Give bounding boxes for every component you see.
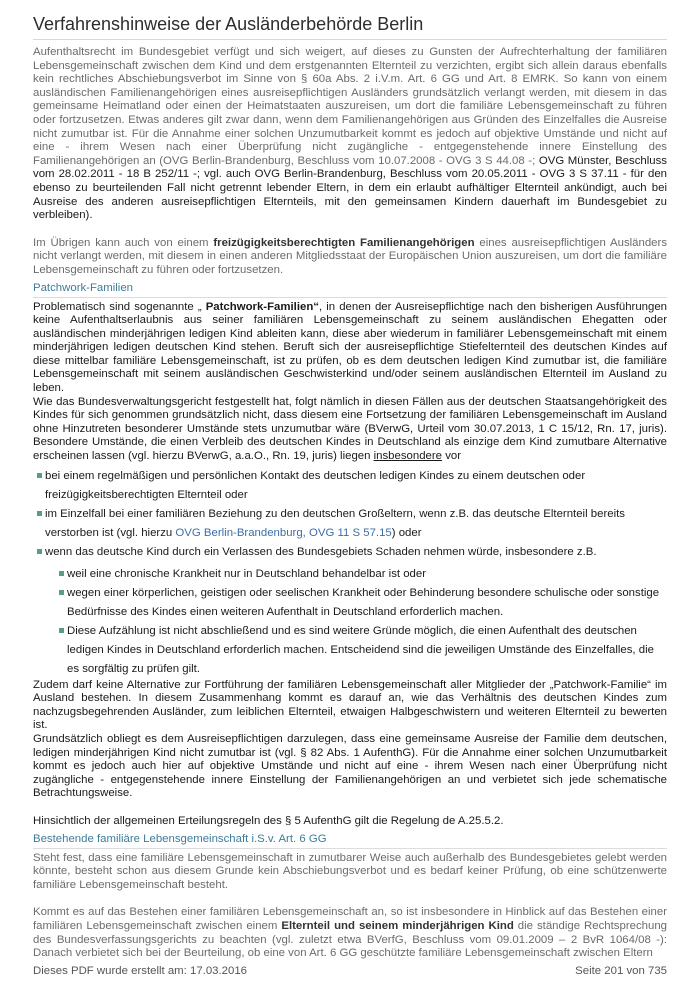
bullet-icon — [59, 571, 64, 576]
paragraph-8: Steht fest, dass eine familiäre Lebensgemeinschaft in zumutbarer Weise auch außerhalb des Bundesgebietes gelebt werden könnte, besteht schon aus diesem Grunde kein Abschiebungsverbot und es bedarf keiner Prüfung, ob eine schützenwerte familiäre Lebensgemeinschaft besteht. — [33, 851, 667, 891]
list-item-text-end: ) oder — [391, 526, 422, 539]
list-item-text: wegen einer körperlichen, geistigen oder seelischen Krankheit oder Behinderung besondere schulische oder sonstige Bedürfnisse des Kindes einen weiteren Aufenthalt in Deutschland erforderlich machen. — [67, 586, 660, 618]
paragraph-7: Hinsichtlich der allgemeinen Erteilungsregeln des § 5 AufenthG gilt die Regelung de A.25.5.2. — [33, 814, 504, 827]
bullet-icon — [59, 590, 64, 595]
paragraph-2 — [33, 237, 667, 278]
list-item — [33, 584, 667, 622]
list-item — [33, 467, 667, 505]
paragraph-9-text: Kommt es auf das Bestehen einer familiären Lebensgemeinschaft an, so ist insbesondere in Hinblick auf das Bestehen einer familiären Lebensgemeinschaft zwischen einem — [33, 906, 667, 932]
list-item — [33, 505, 667, 543]
list-item — [33, 543, 667, 562]
paragraph-9-text-end: die ständige Rechtsprechung des Bundesverfassungsgerichts zu beachten (vgl. zuletzt etwa BVerfG, Beschluss vom 09.01.2009 – 2 BvR 1064/08 -): Danach verbietet sich bei der Beurteilung, ob eine von Art. 6 GG geschützte familiäre Lebensgemeinschaft zwischen Eltern — [33, 919, 667, 960]
bullet-icon — [37, 511, 42, 516]
page-number: Seite 201 von 735 — [575, 965, 667, 977]
paragraph-3 — [33, 301, 667, 396]
paragraph-9 — [33, 906, 667, 960]
list-item-text: wenn das deutsche Kind durch ein Verlassen des Bundesgebiets Schaden nehmen würde, insbesondere z.B. — [45, 545, 597, 558]
paragraph-2-text: Im Übrigen kann auch von einem — [33, 236, 214, 249]
paragraph-2-emphasis: freizügigkeitsberechtigten Familienangehörigen — [213, 236, 475, 249]
page-footer — [33, 965, 667, 977]
paragraph-1-text-continued: OVG Münster, Beschluss vom 28.02.2011 - 18 B 252/11 -; vgl. auch OVG Berlin-Brandenburg, Beschluss vom 20.05.2011 - OVG 3 S 37.11 - für den ebenso zu beurteilenden Fall nicht getrennt lebender Eltern, in dem ein erlaubt aufhältiger Elternteil ankündigt, auch bei Ausreise des anderen ausreisepflichtigen Elternteils, mit den gemeinsamen Kindern dauerhaft im Bundesgebiet zu verbleiben). — [33, 154, 667, 222]
bullet-icon — [37, 473, 42, 478]
section-heading-patchwork: Patchwork-Familien — [33, 281, 667, 298]
list-item-text: bei einem regelmäßigen und persönlichen Kontakt des deutschen ledigen Kindes zu einem deutschen oder freizügigkeitsberechtigten Elternteil oder — [45, 469, 586, 501]
paragraph-3-emphasis: Patchwork-Familien“ — [205, 300, 320, 313]
paragraph-1-text: Aufenthaltsrecht im Bundesgebiet verfügt und sich weigert, auf dieses zu Gunsten der Aufrechterhaltung der familiären Lebensgemeinschaft zwischen dem Kind und dem erstgenannten Elternteil zu verzichten, ergibt sich allein daraus ebenfalls kein rechtliches Abschiebungsverbot im Sinne von § 60a Abs. 2 i.V.m. Art. 6 GG und Art. 8 EMRK. So kann von einem ausländischen Familienangehörigen eines ausreisepflichtigen Ausländers grundsätzlich verlangt werden, mit diesem in das gemeinsame Heimatland oder einen der Heimatstaaten auszureisen, um dort die familiäre Lebensgemeinschaft zu führen oder fortzusetzen. Etwas anderes gilt zwar dann, wenn dem Familienangehörigen aus Gründen des Einzelfalles die Ausreise nicht zumutbar ist. Für die Annahme einer solchen Unzumutbarkeit kommt es jedoch auf objektive Umstände und nicht auf eine - ihrem Wesen nach einer Überprüfung nicht zugängliche - entgegenstehende innere Einstellung des Familienangehörigen an (OVG Berlin-Brandenburg, Beschluss vom 10.07.2008 - OVG 3 S 44.08 -; — [33, 46, 667, 167]
document-page — [33, 0, 667, 961]
paragraph-4 — [33, 396, 667, 464]
paragraph-3-text-end: , in denen der Ausreisepflichtige nach den bisherigen Ausführungen keine Aufenthaltserlaubnis aus seiner familiären Lebensgemeinschaft zu seinem ausländischen Ehegatten oder ausländischen minderjährigen ledigen Kind ableiten kann, diese aber wiederum in familiärer Lebensgemeinschaft mit einem minderjährigen ledigen deutschen Kind stehen. Beruft sich der ausreisepflichtige Stiefelternteil des deutschen Kindes auf diese mittelbar familiäre Lebensgemeinschaft, ist zu prüfen, ob es dem deutschen ledigen Kind zumutbar ist, die familiäre Lebensgemeinschaft mit seinem ausländischen Geschwisterkind und/oder seinem ausländischen Elternteil im Ausland zu leben. — [33, 300, 667, 395]
bullet-icon — [37, 549, 42, 554]
paragraph-5: Zudem darf keine Alternative zur Fortführung der familiären Lebensgemeinschaft aller Mitglieder der „Patchwork-Familie“ im Ausland bestehen. In diesem Zusammenhang kommt es darauf an, wie das Verhältnis des deutschen Kindes zum nachzugsbegehrenden Ausländer, zum leiblichen Elternteil, etwaigen Halbgeschwistern und weiteren Elternteil zu bewerten ist. — [33, 678, 667, 732]
paragraph-2-text-end: eines ausreisepflichtigen Ausländers nicht verlangt werden, mit diesem in einen anderen Mitgliedsstaat der Europäischen Union auszureisen, um dort die familiäre Lebensgemeinschaft zu führen oder fortzusetzen. — [33, 236, 668, 276]
list-item-text: Diese Aufzählung ist nicht abschließend und es sind weitere Gründe möglich, die einen Aufenthalt des deutschen ledigen Kindes in Deutschland erforderlich machen. Entscheidend sind die jeweiligen Umstände des Einzelfalles, die es sorgfältig zu prüfen gilt. — [67, 624, 654, 675]
paragraph-1 — [33, 46, 667, 223]
list-item-text: im Einzelfall bei einer familiären Beziehung zu den deutschen Großeltern, wenn z.B. das deutsche Elternteil bereits verstorben ist (vgl. hierzu — [45, 507, 625, 539]
conditions-list — [33, 467, 667, 562]
paragraph-4-underline: insbesondere — [373, 450, 443, 463]
list-item — [33, 565, 667, 584]
bullet-icon — [59, 628, 64, 633]
paragraph-9-emphasis: Elternteil und seinem minderjährigen Kind — [281, 919, 514, 932]
list-item — [33, 622, 667, 679]
paragraph-3-text: Problematisch sind sogenannte „ — [33, 300, 206, 313]
sub-conditions-list — [33, 565, 667, 679]
page-title: Verfahrenshinweise der Ausländerbehörde Berlin — [33, 13, 667, 40]
court-decision-link[interactable]: OVG Berlin-Brandenburg, OVG 11 S 57.15 — [175, 526, 392, 539]
paragraph-6: Grundsätzlich obliegt es dem Ausreisepflichtigen darzulegen, dass eine gemeinsame Ausreise der Familie dem deutschen, ledigen minderjährigen Kind nicht zumutbar ist (vgl. § 82 Abs. 1 AufenthG). Für die Annahme einer solchen Unzumutbarkeit kommt es jedoch auch hier auf objektive Umstände und nicht auf eine - ihrem Wesen nach einer Überprüfung nicht zugängliche - entgegenstehende innere Einstellung der Familienangehörigen an und verbietet sich jede schematische Betrachtungsweise. — [33, 733, 667, 800]
list-item-text: weil eine chronische Krankheit nur in Deutschland behandelbar ist oder — [67, 567, 427, 580]
pdf-created-date: Dieses PDF wurde erstellt am: 17.03.2016 — [33, 965, 247, 977]
section-heading-lebensgemeinschaft: Bestehende familiäre Lebensgemeinschaft i.S.v. Art. 6 GG — [33, 832, 667, 849]
paragraph-4-text-end: vor — [442, 450, 462, 463]
paragraph-4-text: Wie das Bundesverwaltungsgericht festgestellt hat, folgt nämlich in diesen Fällen aus der deutschen Staatsangehörigkeit des Kindes für sich genommen grundsätzlich nicht, dass diesem eine Fortsetzung der familiären Lebensgemeinschaft im Ausland ohne Hinzutreten besonderer Umstände stets unzumutbar wäre (BVerwG, Urteil vom 30.07.2013, 1 C 15/12, Rn. 17, juris). Besondere Umstände, die einen Verbleib des deutschen Kindes in Deutschland als einzige dem Kind zumutbare Alternative erscheinen lassen (vgl. hierzu BVerwG, a.a.O., Rn. 19, juris) liegen — [33, 395, 667, 463]
